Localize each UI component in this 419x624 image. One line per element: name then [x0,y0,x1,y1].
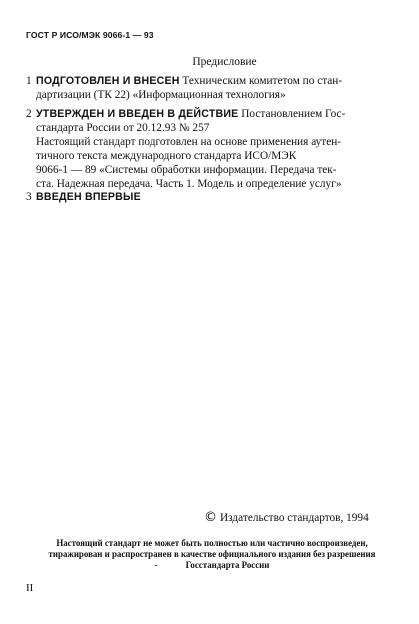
preface-item-2 [26,107,398,191]
item-text-line: стандарта России от 20.12.93 № 257 [36,122,210,134]
item-text: Постановлением Гос- [238,108,346,120]
document-code: ГОСТ Р ИСО/МЭК 9066-1 — 93 [26,30,154,40]
notice-dash: - [154,560,158,570]
notice-line: Настоящий стандарт не может быть полностью или частично воспроизведен, [56,538,368,548]
copyright-icon: © [204,510,217,525]
item-number: 2 [26,108,32,120]
item-number: 1 [26,75,32,87]
item-text-line: дартизации (ТК 22) «Информационная технология» [36,89,286,101]
preface-item-1 [26,74,398,102]
preface-item-3 [26,190,398,204]
item-lead: УТВЕРЖДЕН И ВВЕДЕН В ДЕЙСТВИЕ [36,108,239,120]
item-lead: ПОДГОТОВЛЕН И ВНЕСЕН [36,75,180,87]
item-text-line: ста. Надежная передача. Часть 1. Модель и определение услуг» [36,178,342,190]
preface-title: Предисловие [192,56,257,68]
copyright-text: Издательство стандартов, 1994 [220,512,369,524]
reproduction-notice [26,538,398,571]
notice-line: Госстандарта России [185,560,270,570]
item-number: 3 [26,191,32,203]
item-text: Техническим комитетом по стан- [179,75,343,87]
item-text-line: Настоящий стандарт подготовлен на основе применения аутен- [36,136,342,148]
notice-line: тиражирован и распространен в качестве официального издания без разрешения [48,549,376,559]
item-text-line: 9066-1 — 89 «Системы обработки информации. Передача тек- [36,164,337,176]
notice-line-last [26,560,398,571]
page-number: II [26,582,34,594]
item-text-line: тичного текста международного стандарта ИСО/МЭК [36,150,297,162]
copyright-line [204,510,369,525]
item-lead: ВВЕДЕН ВПЕРВЫЕ [36,191,141,203]
